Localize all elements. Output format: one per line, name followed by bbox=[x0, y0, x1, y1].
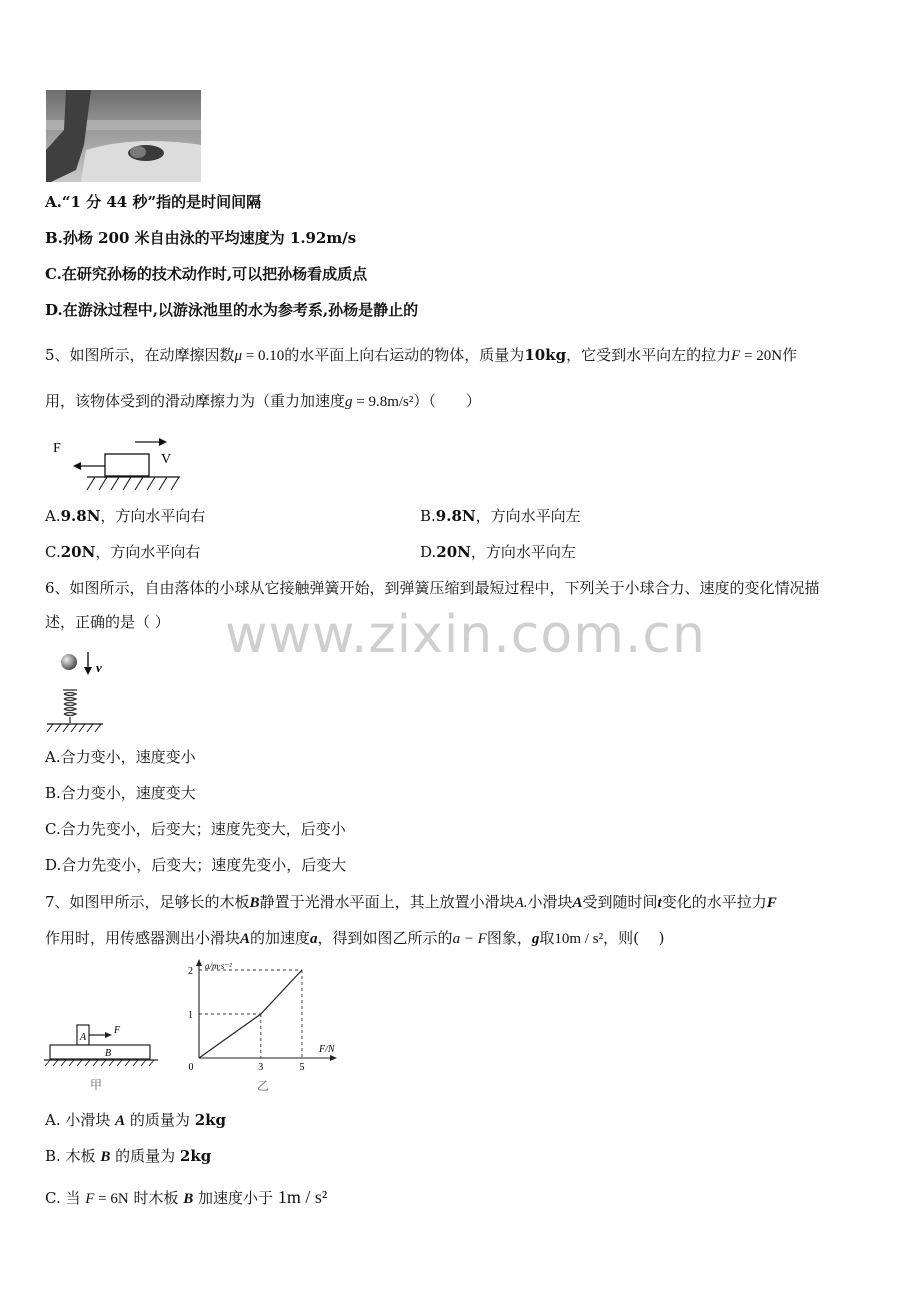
q6-v-label: v bbox=[96, 660, 102, 675]
chart-xtick-0: 0 bbox=[188, 1062, 194, 1073]
chart-xlabel: F/N bbox=[319, 1044, 335, 1055]
q7-option-c: C. 当 F = 6N 时木板 B 加速度小于 1m / s² bbox=[45, 1187, 328, 1207]
svg-text:B: B bbox=[104, 1048, 112, 1059]
q6-figure bbox=[45, 648, 115, 736]
q5-fig-V-label: V bbox=[161, 452, 172, 467]
q5-option-b: B.9.8N，方向水平向左 bbox=[420, 507, 581, 525]
q5-option-a: A.9.8N，方向水平向右 bbox=[45, 507, 206, 525]
q6-option-b: B.合力变小，速度变大 bbox=[45, 784, 196, 802]
q6-ball bbox=[61, 654, 77, 670]
q5-figure bbox=[45, 432, 190, 494]
q5-option-c: C.20N，方向水平向右 bbox=[45, 543, 201, 561]
q5-block bbox=[105, 454, 149, 476]
q5-stem-line2: 用，该物体受到的滑动摩擦力为（重力加速度g = 9.8m/s²）（ ） bbox=[45, 392, 481, 410]
q6-option-a: A.合力变小，速度变小 bbox=[45, 748, 196, 766]
chart-ytick-1: 1 bbox=[188, 1010, 193, 1021]
q4-option-d: D.在游泳过程中,以游泳池里的水为参考系,孙杨是静止的 bbox=[45, 301, 419, 319]
chart-xtick-3: 3 bbox=[258, 1062, 264, 1073]
q7-stem-line1: 7、如图甲所示，足够长的木板B静置于光滑水平面上，其上放置小滑块A.小滑块A受到随时间t变化的水平拉力F bbox=[45, 893, 777, 911]
q4-option-c: C.在研究孙杨的技术动作时,可以把孙杨看成质点 bbox=[45, 265, 368, 283]
chart-ytick-2: 2 bbox=[188, 966, 193, 977]
q6-spring bbox=[63, 690, 77, 723]
q5-fig-F-label: F bbox=[53, 441, 61, 456]
q7-figure-jia bbox=[42, 1015, 162, 1095]
watermark: www.zixin.com.cn bbox=[225, 605, 706, 665]
q4-option-a: A.“1 分 44 秒”指的是时间间隔 bbox=[45, 193, 262, 211]
q6-option-d: D.合力先变小，后变大；速度先变小，后变大 bbox=[45, 856, 347, 874]
chart-xtick-5: 5 bbox=[299, 1062, 305, 1073]
svg-text:甲: 甲 bbox=[89, 1078, 103, 1092]
q5-option-d: D.20N，方向水平向左 bbox=[420, 543, 576, 561]
svg-text:A: A bbox=[79, 1032, 87, 1043]
chart-series-line bbox=[199, 970, 302, 1058]
q5-stem-line1: 5、如图所示，在动摩擦因数μ = 0.10的水平面上向右运动的物体，质量为10kg，它受到水平向左的拉力F = 20N作 bbox=[45, 346, 798, 364]
q7-chart-yi bbox=[183, 955, 348, 1095]
q6-stem-line2: 述，正确的是（ ） bbox=[45, 613, 170, 631]
svg-text:F: F bbox=[114, 1025, 121, 1036]
chart-caption: 乙 bbox=[256, 1079, 270, 1093]
chart-ylabel: a/m·s⁻² bbox=[205, 961, 232, 971]
q4-option-b: B.孙杨 200 米自由泳的平均速度为 1.92m/s bbox=[45, 229, 357, 247]
q6-stem-line1: 6、如图所示，自由落体的小球从它接触弹簧开始，到弹簧压缩到最短过程中，下列关于小球合力、速度的变化情况描 bbox=[45, 579, 820, 597]
q7-option-b: B. 木板 B 的质量为 2kg bbox=[45, 1147, 212, 1165]
q7-board-b bbox=[50, 1045, 150, 1059]
swimmer-photo bbox=[46, 90, 201, 182]
q7-stem-line2: 作用时，用传感器测出小滑块A的加速度a，得到如图乙所示的a − F图象，g取10m / s²，则( ) bbox=[45, 929, 665, 947]
q6-option-c: C.合力先变小，后变大；速度先变大，后变小 bbox=[45, 820, 346, 838]
q7-option-a: A. 小滑块 A 的质量为 2kg bbox=[45, 1111, 227, 1129]
